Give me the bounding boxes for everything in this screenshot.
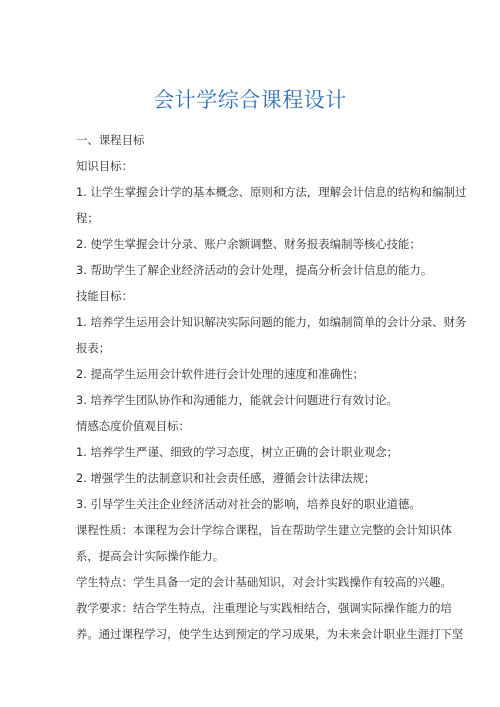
text-line: 3. 培养学生团队协作和沟通能力，能就会计问题进行有效讨论。 [76,393,399,407]
text-line: 养。通过课程学习，使学生达到预定的学习成果，为未来会计职业生涯打下坚 [76,627,464,641]
text-line: 1. 培养学生运用会计知识解决实际问题的能力，如编制简单的会计分录、财务 [76,315,467,329]
text-line: 3. 引导学生关注企业经济活动对社会的影响，培养良好的职业道德。 [76,497,421,511]
text-line: 课程性质：本课程为会计学综合课程，旨在帮助学生建立完整的会计知识体 [76,523,452,537]
document-title: 会计学综合课程设计 [153,88,347,112]
subsection-heading: 技能目标： [76,289,133,303]
document-body [76,127,467,647]
text-line: 学生特点：学生具备一定的会计基础知识，对会计实践操作有较高的兴趣。 [76,575,452,589]
section-heading: 一、课程目标 [76,133,145,147]
text-line: 系，提高会计实际操作能力。 [76,549,225,563]
text-line: 3. 帮助学生了解企业经济活动的会计处理，提高分析会计信息的能力。 [76,263,433,277]
text-line: 教学要求：结合学生特点，注重理论与实践相结合，强调实际操作能力的培 [76,601,452,615]
text-line: 2. 增强学生的法制意识和社会责任感，遵循会计法律法规； [76,471,376,485]
text-line: 2. 提高学生运用会计软件进行会计处理的速度和准确性； [76,367,364,381]
text-line: 1. 让学生掌握会计学的基本概念、原则和方法，理解会计信息的结构和编制过 [76,185,467,199]
text-line: 程； [76,211,99,225]
text-line: 2. 使学生掌握会计分录、账户余额调整、财务报表编制等核心技能； [76,237,421,251]
text-line: 1. 培养学生严谨、细致的学习态度，树立正确的会计职业观念； [76,445,399,459]
text-line: 报表； [76,341,111,355]
subsection-heading: 知识目标： [76,159,133,173]
subsection-heading: 情感态度价值观目标： [76,419,190,433]
